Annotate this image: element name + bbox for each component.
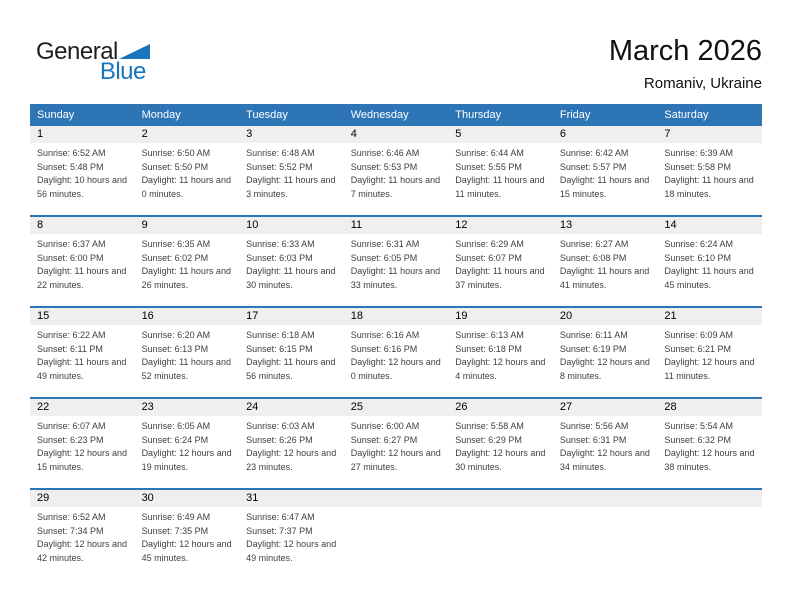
sunrise-text: Sunrise: 6:44 AM [455,148,524,158]
sunset-text: Sunset: 5:53 PM [350,161,418,172]
daylight-text: Daylight: 12 hours and 4 minutes. [455,357,546,381]
day-number: 20 [553,308,658,325]
week-row [30,126,762,215]
sunrise-text: Sunrise: 5:56 AM [559,421,629,431]
week-row [30,397,762,488]
daylight-text: Daylight: 12 hours and 42 minutes. [37,539,128,563]
day-cell [657,308,762,397]
daylight-text: Daylight: 12 hours and 49 minutes. [246,539,337,563]
sunset-text: Sunset: 6:11 PM [37,343,103,354]
weekday-header: Friday [559,109,591,121]
location-subtitle: Romaniv, Ukraine [643,75,762,92]
day-cell [448,399,553,488]
day-details [657,416,762,474]
sunrise-text: Sunrise: 6:39 AM [664,148,733,158]
day-cell [239,217,344,306]
sunset-text: Sunset: 6:02 PM [141,252,209,263]
day-cell [553,126,658,215]
sunset-text: Sunset: 6:07 PM [455,252,522,263]
day-number: 30 [135,490,240,507]
day-cell [30,399,135,488]
day-details [239,325,344,383]
sunrise-text: Sunrise: 6:05 AM [141,421,211,431]
daylight-text: Daylight: 11 hours and 7 minutes. [350,175,441,199]
day-number: 2 [135,126,240,143]
day-details [657,325,762,383]
day-number: 23 [135,399,240,416]
sunset-text: Sunset: 5:55 PM [455,161,522,172]
day-details [30,325,135,383]
day-cell [135,126,240,215]
sunrise-text: Sunrise: 5:54 AM [664,421,733,431]
sunrise-text: Sunrise: 6:35 AM [141,239,211,249]
day-cell [657,126,762,215]
day-cell [448,217,553,306]
day-number: 22 [30,399,135,416]
sunset-text: Sunset: 6:29 PM [455,434,522,445]
day-cell [135,490,240,579]
logo-text-blue: Blue [99,58,146,85]
day-details [30,143,135,201]
weekday-header: Tuesday [246,109,288,121]
sunrise-text: Sunrise: 6:00 AM [350,421,420,431]
sunset-text: Sunset: 5:50 PM [141,161,209,172]
day-cell [553,399,658,488]
day-details [344,234,449,292]
logo-triangle-icon [119,44,150,59]
day-details [135,234,240,292]
daylight-text: Daylight: 12 hours and 11 minutes. [664,357,755,381]
day-details [448,325,553,383]
daylight-text: Daylight: 11 hours and 52 minutes. [141,357,231,381]
sunset-text: Sunset: 5:58 PM [664,161,731,172]
week-row [30,215,762,306]
day-number: 29 [30,490,135,507]
day-details [553,325,658,383]
day-details [657,507,762,511]
sunrise-text: Sunrise: 6:24 AM [664,239,733,249]
day-details [344,416,449,474]
sunrise-text: Sunrise: 6:29 AM [455,239,524,249]
daylight-text: Daylight: 11 hours and 30 minutes. [246,266,336,290]
day-details [30,234,135,292]
sunrise-text: Sunrise: 6:16 AM [350,330,420,340]
day-details [239,143,344,201]
day-details [135,507,240,565]
daylight-text: Daylight: 11 hours and 11 minutes. [455,175,545,199]
day-number: 8 [30,217,135,234]
day-cell [344,217,449,306]
calendar-table [30,104,762,579]
day-details [657,234,762,292]
day-number: 9 [135,217,240,234]
sunset-text: Sunset: 6:13 PM [141,343,209,354]
sunset-text: Sunset: 6:08 PM [559,252,627,263]
sunset-text: Sunset: 5:57 PM [559,161,627,172]
day-number: 6 [553,126,658,143]
day-number: 3 [239,126,344,143]
weekday-header: Thursday [455,109,502,121]
day-number: 12 [448,217,553,234]
day-number [657,490,762,507]
day-cell [239,126,344,215]
daylight-text: Daylight: 11 hours and 37 minutes. [455,266,545,290]
sunset-text: Sunset: 6:23 PM [37,434,104,445]
sunset-text: Sunset: 6:21 PM [664,343,731,354]
day-number: 25 [344,399,449,416]
daylight-text: Daylight: 12 hours and 8 minutes. [559,357,650,381]
sunrise-text: Sunrise: 6:52 AM [37,512,106,522]
day-number: 10 [239,217,344,234]
daylight-text: Daylight: 11 hours and 33 minutes. [350,266,441,290]
sunset-text: Sunset: 6:15 PM [246,343,313,354]
weekday-header: Saturday [664,109,709,121]
sunrise-text: Sunrise: 6:49 AM [141,512,211,522]
daylight-text: Daylight: 11 hours and 3 minutes. [246,175,336,199]
logo-text-general: General [36,38,118,65]
day-cell [135,217,240,306]
day-details [448,507,553,511]
day-details [135,416,240,474]
day-details [448,234,553,292]
sunrise-text: Sunrise: 6:03 AM [246,421,315,431]
day-cell [135,308,240,397]
daylight-text: Daylight: 11 hours and 22 minutes. [37,266,127,290]
sunset-text: Sunset: 5:48 PM [37,161,104,172]
sunrise-text: Sunrise: 6:13 AM [455,330,524,340]
week-row [30,306,762,397]
day-cell [657,399,762,488]
day-cell [553,217,658,306]
day-number [553,490,658,507]
sunset-text: Sunset: 6:00 PM [37,252,104,263]
day-details [30,507,135,565]
day-details [239,507,344,565]
day-number: 18 [344,308,449,325]
sunset-text: Sunset: 6:31 PM [559,434,627,445]
calendar-weeks [30,126,762,579]
day-number [448,490,553,507]
general-blue-logo [36,40,150,84]
day-details [135,143,240,201]
day-cell [239,308,344,397]
sunrise-text: Sunrise: 6:20 AM [141,330,211,340]
sunrise-text: Sunrise: 6:27 AM [559,239,629,249]
day-details [344,325,449,383]
weekday-header: Monday [141,109,181,121]
sunrise-text: Sunrise: 6:47 AM [246,512,315,522]
sunrise-text: Sunrise: 6:42 AM [559,148,629,158]
daylight-text: Daylight: 10 hours and 56 minutes. [37,175,128,199]
day-details [553,234,658,292]
day-number: 17 [239,308,344,325]
sunset-text: Sunset: 6:24 PM [141,434,209,445]
sunrise-text: Sunrise: 6:09 AM [664,330,733,340]
day-cell [657,490,762,579]
daylight-text: Daylight: 11 hours and 18 minutes. [664,175,754,199]
day-number: 19 [448,308,553,325]
day-number: 24 [239,399,344,416]
daylight-text: Daylight: 12 hours and 38 minutes. [664,448,755,472]
day-cell [30,126,135,215]
daylight-text: Daylight: 12 hours and 0 minutes. [350,357,441,381]
sunset-text: Sunset: 6:03 PM [246,252,313,263]
day-cell [344,308,449,397]
sunrise-text: Sunrise: 6:33 AM [246,239,315,249]
sunset-text: Sunset: 6:16 PM [350,343,418,354]
day-details [30,416,135,474]
day-cell [239,490,344,579]
sunrise-text: Sunrise: 6:50 AM [141,148,211,158]
daylight-text: Daylight: 11 hours and 26 minutes. [141,266,231,290]
day-number: 4 [344,126,449,143]
day-number: 14 [657,217,762,234]
day-number: 15 [30,308,135,325]
sunset-text: Sunset: 6:10 PM [664,252,731,263]
day-number: 13 [553,217,658,234]
day-cell [553,490,658,579]
title-block [609,34,762,92]
day-number: 31 [239,490,344,507]
day-details [239,416,344,474]
daylight-text: Daylight: 12 hours and 15 minutes. [37,448,128,472]
sunrise-text: Sunrise: 6:18 AM [246,330,315,340]
daylight-text: Daylight: 11 hours and 49 minutes. [37,357,127,381]
day-details [553,416,658,474]
day-number: 28 [657,399,762,416]
sunset-text: Sunset: 6:27 PM [350,434,418,445]
day-details [553,143,658,201]
day-number: 11 [344,217,449,234]
sunset-text: Sunset: 6:19 PM [559,343,627,354]
sunrise-text: Sunrise: 6:22 AM [37,330,106,340]
day-number: 26 [448,399,553,416]
day-cell [344,399,449,488]
day-cell [30,490,135,579]
day-number: 7 [657,126,762,143]
sunset-text: Sunset: 6:26 PM [246,434,313,445]
day-cell [448,490,553,579]
day-details [344,507,449,511]
day-cell [657,217,762,306]
month-title: March 2026 [608,35,762,67]
daylight-text: Daylight: 12 hours and 30 minutes. [455,448,546,472]
day-cell [30,308,135,397]
daylight-text: Daylight: 11 hours and 0 minutes. [141,175,231,199]
day-cell [448,126,553,215]
day-details [239,234,344,292]
sunrise-text: Sunrise: 6:07 AM [37,421,106,431]
day-number [344,490,449,507]
daylight-text: Daylight: 11 hours and 15 minutes. [559,175,650,199]
day-details [135,325,240,383]
daylight-text: Daylight: 12 hours and 27 minutes. [350,448,441,472]
week-row [30,488,762,579]
day-details [344,143,449,201]
sunset-text: Sunset: 6:05 PM [350,252,418,263]
day-cell [239,399,344,488]
daylight-text: Daylight: 11 hours and 41 minutes. [559,266,650,290]
sunset-text: Sunset: 7:35 PM [141,525,209,536]
sunset-text: Sunset: 7:34 PM [37,525,104,536]
daylight-text: Daylight: 12 hours and 23 minutes. [246,448,337,472]
day-cell [135,399,240,488]
day-cell [344,126,449,215]
sunset-text: Sunset: 5:52 PM [246,161,313,172]
day-cell [30,217,135,306]
sunrise-text: Sunrise: 5:58 AM [455,421,524,431]
day-number: 5 [448,126,553,143]
day-details [553,507,658,511]
sunset-text: Sunset: 7:37 PM [246,525,313,536]
sunset-text: Sunset: 6:32 PM [664,434,731,445]
day-cell [448,308,553,397]
daylight-text: Daylight: 11 hours and 56 minutes. [246,357,336,381]
day-details [657,143,762,201]
day-cell [553,308,658,397]
day-number: 1 [30,126,135,143]
day-number: 16 [135,308,240,325]
day-number: 27 [553,399,658,416]
sunrise-text: Sunrise: 6:46 AM [350,148,420,158]
daylight-text: Daylight: 12 hours and 34 minutes. [559,448,650,472]
day-details [448,143,553,201]
daylight-text: Daylight: 12 hours and 19 minutes. [141,448,232,472]
weekday-header-row [30,104,762,126]
day-details [448,416,553,474]
day-number: 21 [657,308,762,325]
sunrise-text: Sunrise: 6:48 AM [246,148,315,158]
sunrise-text: Sunrise: 6:52 AM [37,148,106,158]
weekday-header: Wednesday [350,109,409,121]
sunrise-text: Sunrise: 6:31 AM [350,239,420,249]
daylight-text: Daylight: 12 hours and 45 minutes. [141,539,232,563]
day-cell [344,490,449,579]
sunrise-text: Sunrise: 6:37 AM [37,239,106,249]
weekday-header: Sunday [37,109,75,121]
sunrise-text: Sunrise: 6:11 AM [559,330,628,340]
sunset-text: Sunset: 6:18 PM [455,343,522,354]
daylight-text: Daylight: 11 hours and 45 minutes. [664,266,754,290]
